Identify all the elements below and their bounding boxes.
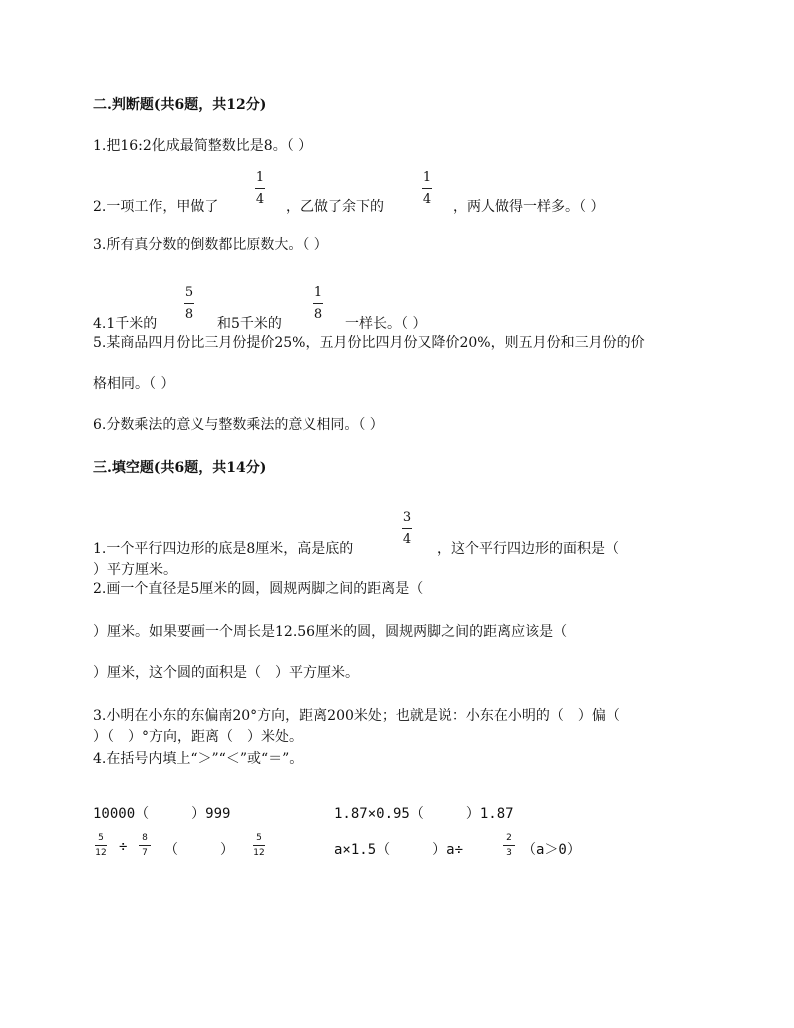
fill-q3-line1: 3.小明在小东的东偏南20°方向，距离200米处；也就是说：小东在小明的（ ）偏（ — [93, 708, 620, 724]
fill-q4: 4.在括号内填上“＞”“＜”或“＝”。 — [93, 751, 304, 767]
fraction-numerator: 1 — [422, 170, 432, 185]
judge-q6: 6.分数乘法的意义与整数乘法的意义相同。（ ） — [93, 417, 384, 433]
fill-q3-line2: ）（ ）°方向，距离（ ）米处。 — [93, 729, 303, 745]
judge-q1: 1.把16:2化成最简整数比是8。（ ） — [93, 138, 313, 154]
fill-q1-part-a: 1.一个平行四边形的底是8厘米，高是底的 — [93, 541, 354, 557]
compare-fraction-c — [251, 833, 267, 858]
judge-q2-part-c: ，两人做得一样多。（ ） — [453, 199, 605, 215]
fill-q2-line3: ）厘米，这个圆的面积是（ ）平方厘米。 — [93, 665, 359, 681]
fraction-denominator: 7 — [142, 848, 148, 858]
judge-q2-part-a: 2.一项工作，甲做了 — [93, 199, 219, 215]
fraction-denominator: 4 — [402, 532, 412, 547]
judge-q4-part-b: 和5千米的 — [217, 316, 282, 332]
fill-q2-line1: 2.画一个直径是5厘米的圆，圆规两脚之间的距离是（ — [93, 581, 424, 597]
fraction-bar — [503, 845, 515, 846]
compare-fraction-b — [137, 833, 153, 858]
fraction-numerator: 3 — [402, 510, 412, 525]
compare-fraction-d — [501, 833, 517, 858]
judge-q4-fraction-1 — [182, 285, 196, 322]
fraction-bar — [402, 528, 412, 529]
fill-q2-line2: ）厘米。如果要画一个周长是12.56厘米的圆，圆规两脚之间的距离应该是（ — [93, 624, 568, 640]
fraction-denominator: 12 — [95, 848, 107, 858]
fraction-numerator: 8 — [142, 833, 148, 843]
judge-q4-part-a: 4.1千米的 — [93, 316, 158, 332]
judge-q2-fraction-1 — [253, 170, 267, 207]
fraction-bar — [313, 303, 323, 304]
fraction-bar — [253, 845, 265, 846]
compare-divide-sign: ÷ — [119, 839, 128, 855]
fraction-numerator: 5 — [184, 285, 194, 300]
fill-q1-part-b: ，这个平行四边形的面积是（ — [437, 541, 619, 557]
fraction-denominator: 4 — [422, 192, 432, 207]
fraction-bar — [184, 303, 194, 304]
fraction-denominator: 3 — [506, 848, 512, 858]
compare-r2c2-part-a: a×1.5（ ）a÷ — [334, 842, 464, 858]
judge-q4-fraction-2 — [311, 285, 325, 322]
fraction-numerator: 1 — [255, 170, 265, 185]
fraction-bar — [255, 188, 265, 189]
fraction-numerator: 1 — [313, 285, 323, 300]
judge-q4-part-c: 一样长。（ ） — [345, 316, 427, 332]
section2-title: 二.判断题(共6题，共12分) — [93, 97, 267, 113]
compare-r1c1: 10000（ ）999 — [93, 806, 231, 822]
fill-q1-line2: ）平方厘米。 — [93, 562, 177, 578]
fraction-numerator: 5 — [256, 833, 262, 843]
compare-r1c2: 1.87×0.95（ ）1.87 — [334, 806, 514, 822]
compare-r2c2-part-b: （a＞0） — [522, 842, 581, 858]
fraction-denominator: 8 — [313, 307, 323, 322]
judge-q3: 3.所有真分数的倒数都比原数大。（ ） — [93, 237, 328, 253]
judge-q2-fraction-2 — [420, 170, 434, 207]
fraction-bar — [422, 188, 432, 189]
judge-q5-line1: 5.某商品四月份比三月份提价25%，五月份比四月份又降价20%，则五月份和三月份的价 — [93, 335, 645, 351]
fraction-numerator: 2 — [506, 833, 512, 843]
fraction-denominator: 12 — [253, 848, 265, 858]
fraction-denominator: 8 — [184, 307, 194, 322]
fill-q1-fraction — [400, 510, 414, 547]
section3-title: 三.填空题(共6题，共14分) — [93, 460, 267, 476]
fraction-bar — [139, 845, 151, 846]
judge-q2-part-b: ，乙做了余下的 — [286, 199, 384, 215]
fraction-denominator: 4 — [255, 192, 265, 207]
fraction-bar — [95, 845, 107, 846]
compare-fraction-a — [93, 833, 109, 858]
judge-q5-line2: 格相同。（ ） — [93, 376, 175, 392]
compare-r2c1-paren: （ ） — [164, 842, 234, 858]
fraction-numerator: 5 — [98, 833, 104, 843]
